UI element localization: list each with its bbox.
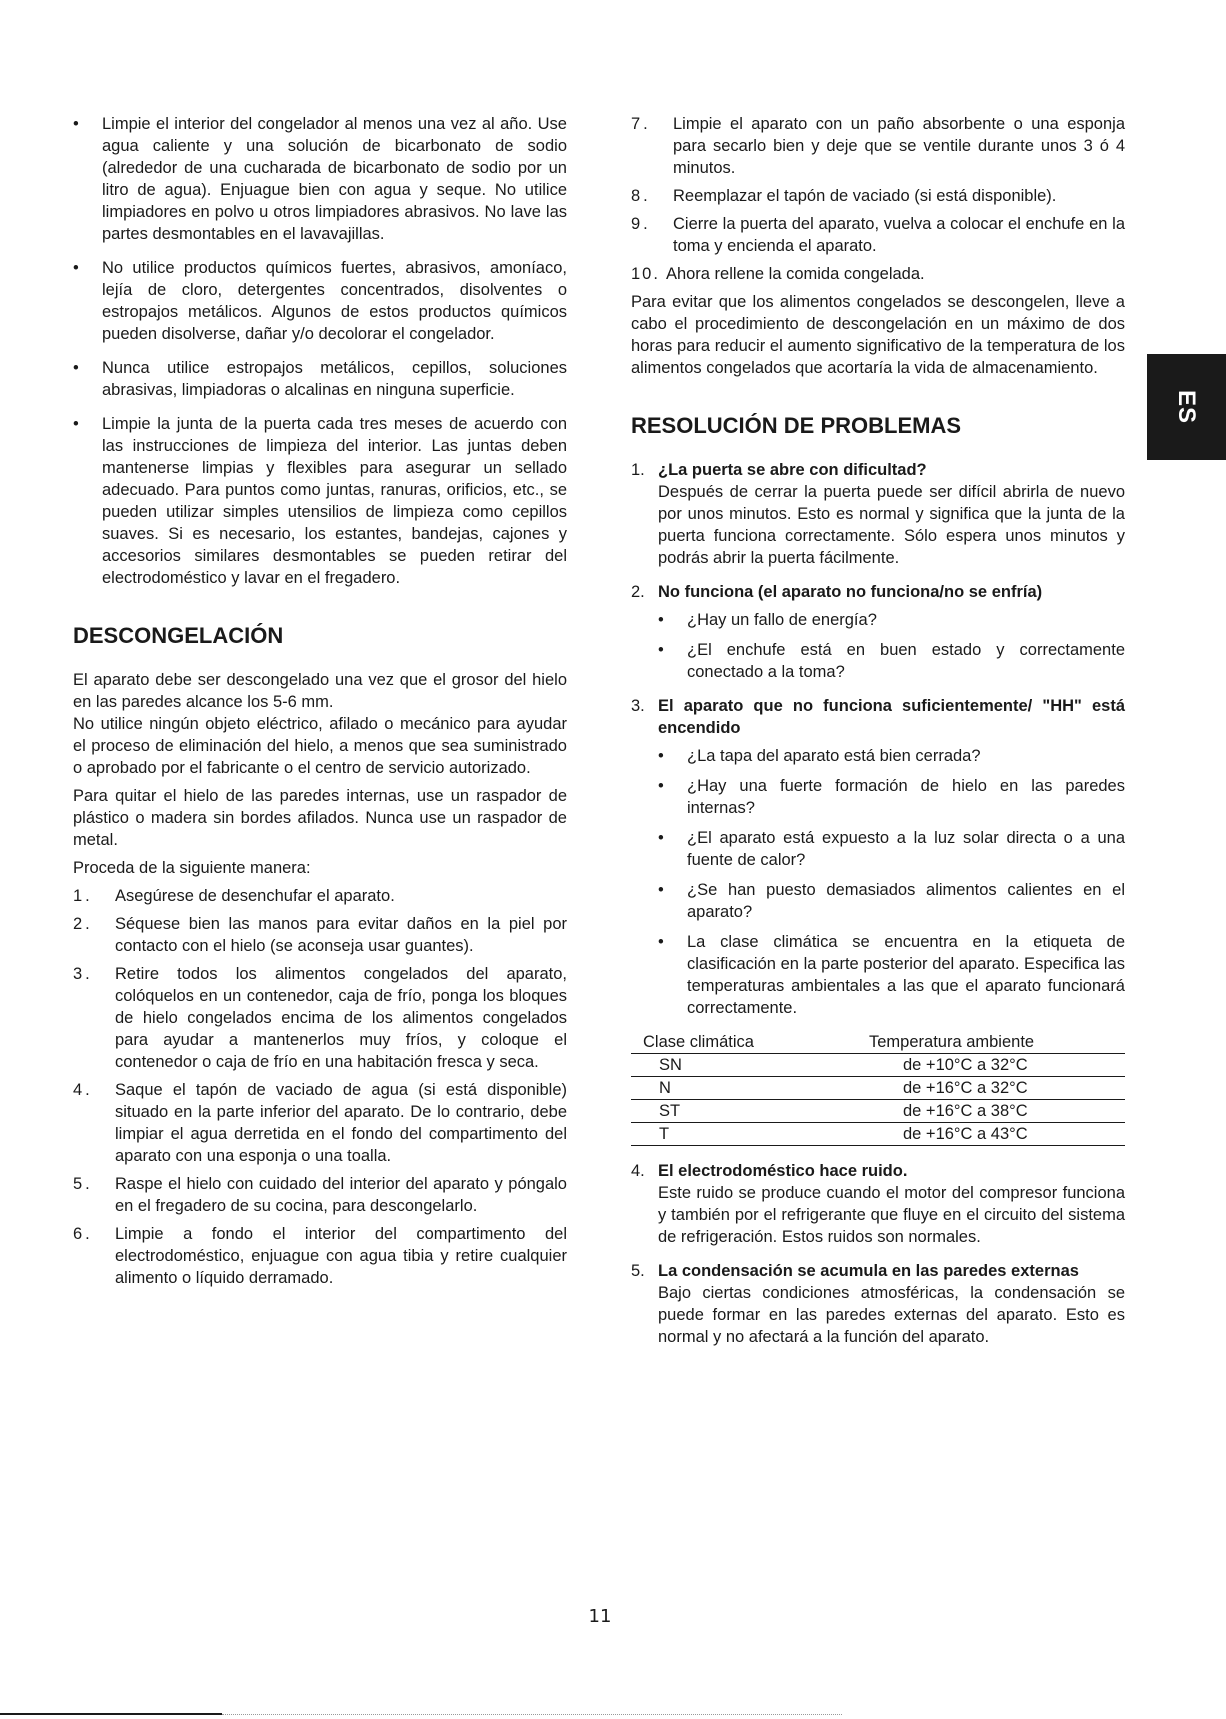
- column-header: Clase climática: [631, 1031, 869, 1054]
- step-number: 10.: [631, 265, 660, 283]
- right-column: [631, 113, 1125, 1360]
- step-text: Séquese bien las manos para evitar daños en la piel por contacto con el hielo (se aconseja usar guantes).: [115, 915, 567, 955]
- table-cell: ST: [631, 1100, 869, 1123]
- left-column: [73, 113, 567, 1295]
- problem-list-continued: [631, 1160, 1125, 1348]
- list-item: • ¿El aparato está expuesto a la luz solar directa o a una fuente de calor?: [658, 827, 1125, 871]
- defrost-heading: DESCONGELACIÓN: [73, 623, 284, 648]
- problem-text: Bajo ciertas condiciones atmosféricas, la condensación se puede formar en las paredes externas del aparato. Esto es normal y no afectará a la función del aparato.: [658, 1284, 1125, 1346]
- problem-title: No funciona (el aparato no funciona/no se enfría): [658, 583, 1043, 601]
- step-item: [73, 913, 567, 957]
- problem-title: ¿La puerta se abre con dificultad?: [658, 461, 927, 479]
- defrost-steps: [73, 885, 567, 1289]
- page-number: 11: [588, 1606, 612, 1627]
- footer-rule: [0, 1713, 222, 1715]
- table-cell: T: [631, 1123, 869, 1146]
- step-text: Cierre la puerta del aparato, vuelva a colocar el enchufe en la toma y encienda el aparato.: [673, 215, 1125, 255]
- step-item: [73, 1079, 567, 1167]
- check-list: [658, 609, 1125, 683]
- problem-text: Este ruido se produce cuando el motor del compresor funciona y también por el refrigerante que fluye en el circuito del sistema de refrigeración. Estos ruidos son normales.: [658, 1184, 1125, 1246]
- step-number: 3.: [73, 965, 93, 983]
- list-item: • ¿Hay un fallo de energía?: [658, 609, 1125, 631]
- problem-item: [631, 1260, 1125, 1348]
- language-tab: [1147, 354, 1226, 460]
- column-header: Temperatura ambiente: [869, 1031, 1125, 1054]
- list-item: • Nunca utilice estropajos metálicos, cepillos, soluciones abrasivas, limpiadoras o alcalinas en ninguna superficie.: [73, 357, 567, 401]
- step-text: Reemplazar el tapón de vaciado (si está disponible).: [673, 187, 1057, 205]
- step-text: Ahora rellene la comida congelada.: [665, 265, 925, 283]
- problem-number: 2.: [631, 583, 645, 601]
- step-text: Saque el tapón de vaciado de agua (si está disponible) situado en la parte inferior del aparato. De lo contrario, debe limpiar el agua derretida en el fondo del compartimento del aparato con una esponja o una toalla.: [115, 1081, 567, 1165]
- list-item: • La clase climática se encuentra en la etiqueta de clasificación en la parte posterior del aparato. Especifica las temperaturas ambientales a las que el aparato funcionará correctamente.: [658, 931, 1125, 1019]
- problem-number: 3.: [631, 697, 645, 715]
- step-item: [631, 185, 1125, 207]
- list-item: • ¿El enchufe está en buen estado y correctamente conectado a la toma?: [658, 639, 1125, 683]
- list-item: • Limpie el interior del congelador al menos una vez al año. Use agua caliente y una solución de bicarbonato de sodio (alrededor de una cucharada de bicarbonato de sodio por un litro de agua). Enjuague bien con agua y seque. No utilice limpiadores en polvo u otros limpiadores abrasivos. No lave las partes desmontables en el lavavajillas.: [73, 113, 567, 245]
- problem-item: [631, 1160, 1125, 1248]
- problem-item: [631, 581, 1125, 683]
- table-cell: SN: [631, 1054, 869, 1077]
- paragraph: Para evitar que los alimentos congelados se descongelen, lleve a cabo el procedimiento de descongelación en un máximo de dos horas para reducir el aumento significativo de la temperatura de los alimentos congelados que acortaría la vida de almacenamiento.: [631, 293, 1125, 377]
- step-item: [73, 885, 567, 907]
- step-item: [73, 1223, 567, 1289]
- table-header-row: [631, 1031, 1125, 1054]
- step-text: Raspe el hielo con cuidado del interior del aparato y póngalo en el fregadero de su cocina, para descongelarlo.: [115, 1175, 567, 1215]
- check-list: [658, 745, 1125, 1019]
- step-number: 5.: [73, 1175, 93, 1193]
- footer-dotted-line: [222, 1714, 842, 1716]
- language-tab-label: ES: [1173, 389, 1201, 425]
- step-item: [631, 213, 1125, 257]
- step-item: [73, 963, 567, 1073]
- paragraph: El aparato debe ser descongelado una vez que el grosor del hielo en las paredes alcance los 5-6 mm.: [73, 671, 567, 711]
- step-number: 1.: [73, 887, 93, 905]
- defrost-steps-continued: [631, 113, 1125, 285]
- step-number: 7.: [631, 115, 651, 133]
- table-row: [631, 1077, 1125, 1100]
- problem-text: Después de cerrar la puerta puede ser difícil abrirla de nuevo por unos minutos. Esto es normal y significa que la junta de la puerta funciona correctamente. Sólo espera unos minutos y podrás abrir la puerta fácilmente.: [658, 483, 1125, 567]
- step-text: Limpie a fondo el interior del compartimento del electrodoméstico, enjuague con agua tibia y retire cualquier alimento o líquido derramado.: [115, 1225, 567, 1287]
- table-cell: de +16°C a 38°C: [869, 1100, 1125, 1123]
- paragraph: Proceda de la siguiente manera:: [73, 859, 311, 877]
- step-item: [631, 263, 1125, 285]
- problem-title: La condensación se acumula en las paredes externas: [658, 1262, 1079, 1280]
- paragraph: Para quitar el hielo de las paredes internas, use un raspador de plástico o madera sin bordes afilados. Nunca use un raspador de metal.: [73, 787, 567, 849]
- step-number: 2.: [73, 915, 93, 933]
- step-number: 8.: [631, 187, 651, 205]
- list-item: • ¿La tapa del aparato está bien cerrada?: [658, 745, 1125, 767]
- list-item: • ¿Se han puesto demasiados alimentos calientes en el aparato?: [658, 879, 1125, 923]
- table-row: [631, 1123, 1125, 1146]
- problem-number: 1.: [631, 461, 645, 479]
- table-cell: de +16°C a 32°C: [869, 1077, 1125, 1100]
- troubleshooting-heading: RESOLUCIÓN DE PROBLEMAS: [631, 413, 962, 438]
- problem-list: [631, 459, 1125, 1019]
- problem-item: [631, 459, 1125, 569]
- table-row: [631, 1054, 1125, 1077]
- table-cell: N: [631, 1077, 869, 1100]
- step-number: 9.: [631, 215, 651, 233]
- list-item: • ¿Hay una fuerte formación de hielo en las paredes internas?: [658, 775, 1125, 819]
- problem-title: El electrodoméstico hace ruido.: [658, 1162, 908, 1180]
- step-number: 4.: [73, 1081, 93, 1099]
- table-cell: de +10°C a 32°C: [869, 1054, 1125, 1077]
- step-text: Asegúrese de desenchufar el aparato.: [115, 887, 395, 905]
- problem-number: 4.: [631, 1162, 645, 1180]
- problem-number: 5.: [631, 1262, 645, 1280]
- list-item: • No utilice productos químicos fuertes, abrasivos, amoníaco, lejía de cloro, detergentes concentrados, disolventes o estropajos metálicos. Algunos de estos productos químicos pueden disolverse, dañar y/o decolorar el congelador.: [73, 257, 567, 345]
- paragraph: No utilice ningún objeto eléctrico, afilado o mecánico para ayudar el proceso de eliminación del hielo, a menos que sea suministrado o aprobado por el fabricante o el centro de servicio autorizado.: [73, 715, 567, 777]
- climate-class-table: [631, 1031, 1125, 1146]
- list-item: • Limpie la junta de la puerta cada tres meses de acuerdo con las instrucciones de limpieza del interior. Las juntas deben mantenerse limpias y flexibles para asegurar un sellado adecuado. Para puntos como juntas, ranuras, orificios, etc., se pueden utilizar simples utensilios de limpieza como cepillos suaves. Si es necesario, los estantes, bandejas, cajones y accesorios similares desmontables se pueden retirar del electrodoméstico y lavar en el fregadero.: [73, 413, 567, 589]
- cleaning-bullet-list: [73, 113, 567, 589]
- problem-title: El aparato que no funciona suficientemente/ "HH" está encendido: [658, 697, 1125, 737]
- step-item: [631, 113, 1125, 179]
- problem-item: [631, 695, 1125, 1019]
- step-number: 6.: [73, 1225, 93, 1243]
- step-text: Retire todos los alimentos congelados del aparato, colóquelos en un contenedor, caja de frío, ponga los bloques de hielo congelados encima de los alimentos congelados para ayudar a mantenerlos muy fríos, y coloque el contenedor o caja de frío en una habitación fresca y seca.: [115, 965, 567, 1071]
- table-cell: de +16°C a 43°C: [869, 1123, 1125, 1146]
- step-text: Limpie el aparato con un paño absorbente o una esponja para secarlo bien y deje que se ventile durante unos 3 ó 4 minutos.: [673, 115, 1125, 177]
- step-item: [73, 1173, 567, 1217]
- table-row: [631, 1100, 1125, 1123]
